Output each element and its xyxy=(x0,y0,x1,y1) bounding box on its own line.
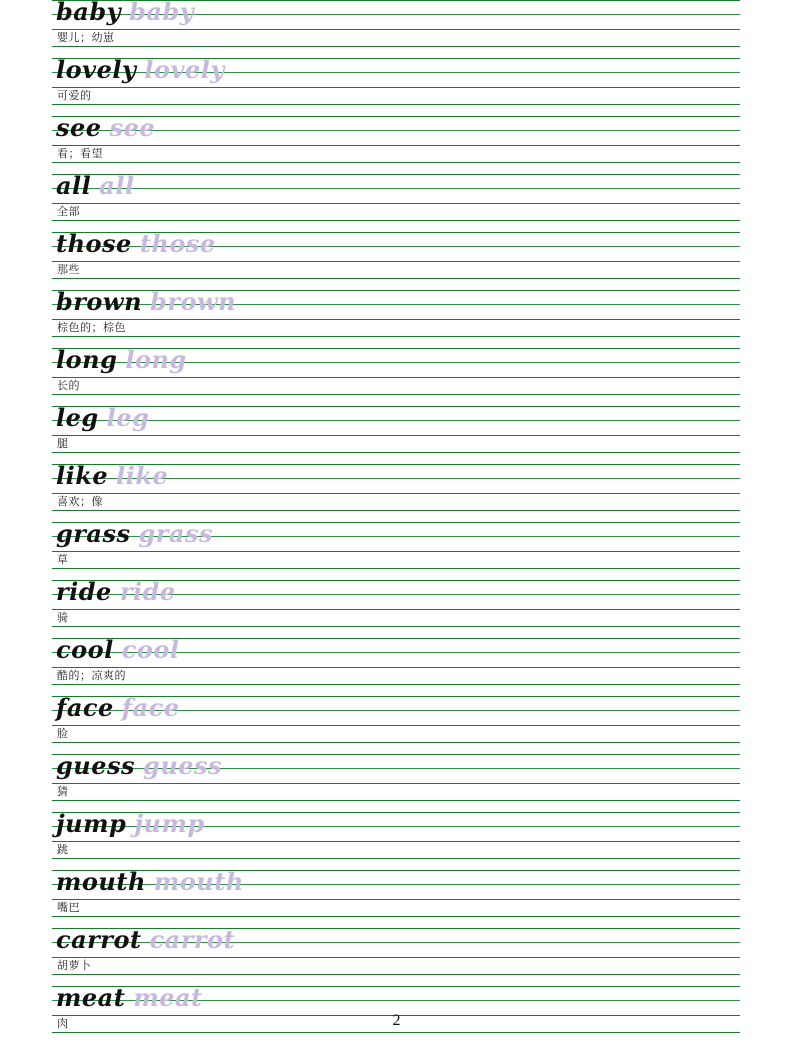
rule-line-top xyxy=(52,406,740,407)
word-group xyxy=(56,0,194,30)
rule-line-bottom xyxy=(52,916,740,917)
word-trace: those xyxy=(139,229,216,258)
practice-row xyxy=(52,171,740,232)
word-translation: 胡萝卜 xyxy=(57,959,92,972)
rule-line-top xyxy=(52,174,740,175)
rule-line-bottom xyxy=(52,336,740,337)
practice-row xyxy=(52,867,740,928)
word-model: mouth xyxy=(56,867,146,896)
rule-line-mid xyxy=(52,188,740,189)
rule-line-top xyxy=(52,116,740,117)
rule-line-bottom xyxy=(52,1032,740,1033)
word-translation: 看；看望 xyxy=(57,147,103,160)
rule-line-bottom xyxy=(52,46,740,47)
word-group xyxy=(56,867,244,900)
word-trace: guess xyxy=(143,751,223,780)
word-model: jump xyxy=(56,809,127,838)
word-trace: long xyxy=(125,345,187,374)
word-model: carrot xyxy=(56,925,142,954)
word-group xyxy=(56,809,205,842)
rule-line-bottom xyxy=(52,220,740,221)
rule-line-bottom xyxy=(52,800,740,801)
word-group xyxy=(56,693,180,726)
practice-row xyxy=(52,461,740,522)
word-model: ride xyxy=(56,577,112,606)
rule-line-bottom xyxy=(52,452,740,453)
word-model: meat xyxy=(56,983,126,1012)
word-translation: 长的 xyxy=(57,379,80,392)
word-group xyxy=(56,55,225,88)
word-trace: ride xyxy=(119,577,176,606)
practice-row xyxy=(52,519,740,580)
word-trace: leg xyxy=(106,403,150,432)
word-translation: 棕色的；棕色 xyxy=(57,321,126,334)
practice-row xyxy=(52,693,740,754)
word-trace: face xyxy=(121,693,180,722)
word-model: long xyxy=(56,345,118,374)
word-group xyxy=(56,403,149,436)
word-model: grass xyxy=(56,519,131,548)
word-trace: carrot xyxy=(149,925,236,954)
word-translation: 脸 xyxy=(57,727,69,740)
word-group xyxy=(56,635,180,668)
handwriting-sheet xyxy=(52,0,740,1030)
word-translation: 可爱的 xyxy=(57,89,92,102)
rule-line-base xyxy=(52,203,740,204)
practice-row xyxy=(52,0,740,58)
word-model: those xyxy=(56,229,132,258)
practice-row xyxy=(52,751,740,812)
word-trace: lovely xyxy=(144,55,225,84)
word-translation: 婴儿；幼崽 xyxy=(57,31,115,44)
word-trace: brown xyxy=(150,287,237,316)
word-model: see xyxy=(56,113,102,142)
word-translation: 那些 xyxy=(57,263,80,276)
word-model: guess xyxy=(56,751,136,780)
word-trace: baby xyxy=(129,0,195,26)
word-model: lovely xyxy=(56,55,137,84)
word-trace: see xyxy=(109,113,156,142)
rule-line-bottom xyxy=(52,510,740,511)
word-group xyxy=(56,345,187,378)
rule-line-bottom xyxy=(52,626,740,627)
word-model: brown xyxy=(56,287,143,316)
rule-line-bottom xyxy=(52,568,740,569)
word-translation: 猜 xyxy=(57,785,69,798)
rule-line-mid xyxy=(52,420,740,421)
word-trace: jump xyxy=(134,809,205,838)
word-trace: all xyxy=(99,171,135,200)
page-number: 2 xyxy=(392,1012,401,1029)
word-trace: meat xyxy=(133,983,203,1012)
word-translation: 草 xyxy=(57,553,69,566)
word-translation: 喜欢；像 xyxy=(57,495,103,508)
word-trace: grass xyxy=(138,519,213,548)
rule-line-bottom xyxy=(52,742,740,743)
practice-row xyxy=(52,345,740,406)
word-group xyxy=(56,751,222,784)
practice-row xyxy=(52,577,740,638)
practice-row xyxy=(52,809,740,870)
practice-row xyxy=(52,113,740,174)
word-translation: 腿 xyxy=(57,437,69,450)
word-model: face xyxy=(56,693,114,722)
practice-row xyxy=(52,635,740,696)
word-model: like xyxy=(56,461,109,490)
rule-line-bottom xyxy=(52,974,740,975)
word-group xyxy=(56,287,236,320)
rule-line-bottom xyxy=(52,858,740,859)
practice-row xyxy=(52,287,740,348)
rule-line-bottom xyxy=(52,104,740,105)
word-translation: 肉 xyxy=(57,1017,69,1030)
rule-line-base xyxy=(52,145,740,146)
rule-line-bottom xyxy=(52,162,740,163)
word-trace: like xyxy=(116,461,169,490)
rule-line-bottom xyxy=(52,394,740,395)
word-translation: 全部 xyxy=(57,205,80,218)
practice-row xyxy=(52,55,740,116)
word-group xyxy=(56,171,135,204)
rule-line-base xyxy=(52,435,740,436)
word-trace: mouth xyxy=(153,867,244,896)
word-group xyxy=(56,577,176,610)
word-translation: 嘴巴 xyxy=(57,901,80,914)
rule-line-bottom xyxy=(52,278,740,279)
word-group xyxy=(56,925,235,958)
practice-row xyxy=(52,229,740,290)
rule-line-mid xyxy=(52,130,740,131)
word-model: leg xyxy=(56,403,99,432)
word-group xyxy=(56,461,168,494)
practice-row xyxy=(52,403,740,464)
word-trace: cool xyxy=(121,635,180,664)
word-group xyxy=(56,229,216,262)
word-group xyxy=(56,113,155,146)
word-translation: 跳 xyxy=(57,843,69,856)
word-model: all xyxy=(56,171,92,200)
word-group xyxy=(56,519,213,552)
word-model: baby xyxy=(56,0,122,26)
rule-line-bottom xyxy=(52,684,740,685)
word-translation: 酷的；凉爽的 xyxy=(57,669,126,682)
practice-row xyxy=(52,925,740,986)
word-translation: 骑 xyxy=(57,611,69,624)
word-model: cool xyxy=(56,635,114,664)
